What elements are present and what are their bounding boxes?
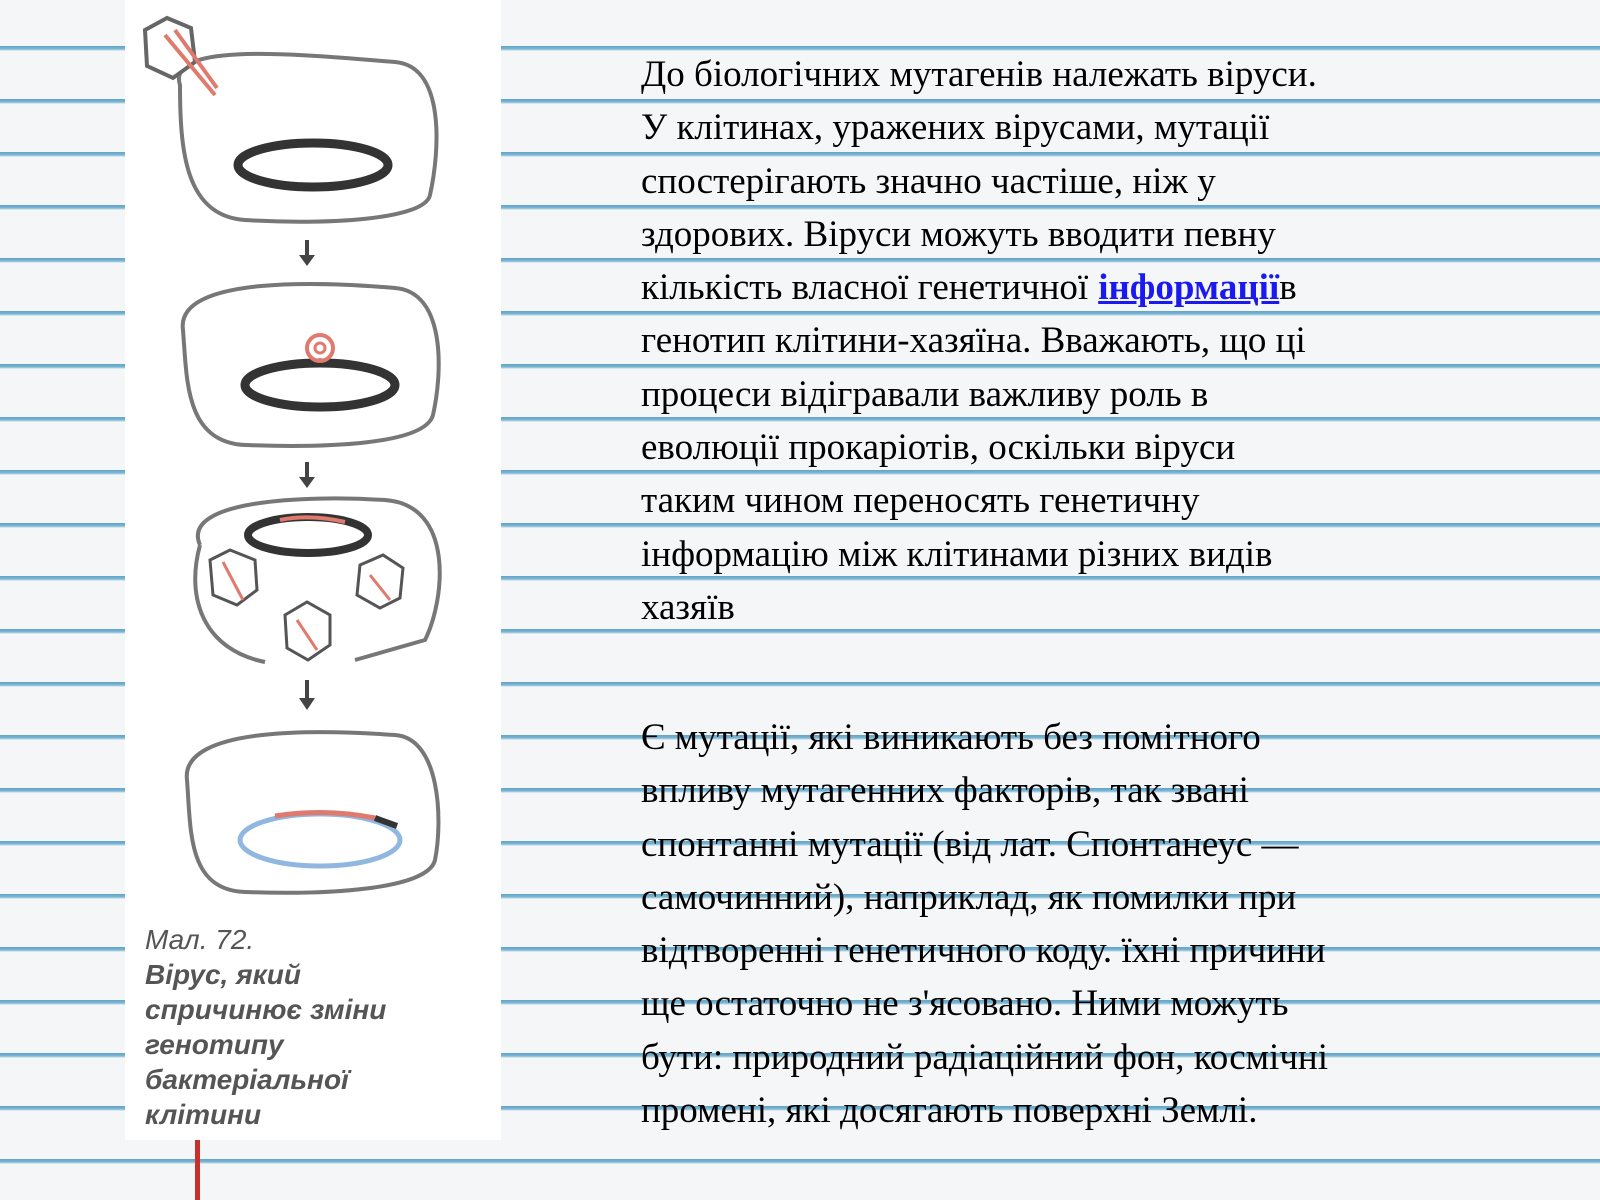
text-line: генотип клітини-хазяїна. Вважають, що ці — [641, 320, 1306, 362]
text-line: процеси відігравали важливу роль в — [641, 373, 1209, 415]
text-line: здорових. Віруси можуть вводити певну — [641, 213, 1276, 255]
link-trailing-text: в — [1279, 267, 1297, 309]
text-line: У клітинах, уражених вірусами, мутації — [641, 107, 1270, 149]
figure-panel — [125, 0, 501, 1140]
caption-line: спричинює зміни — [145, 994, 387, 1025]
arrow-3 — [299, 698, 315, 710]
stage-1-cell — [145, 18, 437, 222]
text-line: До біологічних мутагенів належать віруси. — [641, 54, 1317, 95]
text-line: еволюції прокаріотів, оскільки віруси — [641, 427, 1236, 469]
text-line: відтворенні генетичного коду. їхні причини — [641, 930, 1326, 972]
text-line: Є мутації, які виникають без помітного — [641, 717, 1261, 758]
text-line: спостерігають значно частіше, ніж у — [641, 160, 1216, 202]
text-line: хазяїв — [641, 586, 735, 628]
text-line: бути: природний радіаційний фон, космічні — [641, 1036, 1329, 1078]
text-line: таким чином переносять генетичну — [641, 480, 1200, 522]
stage-2-cell — [183, 284, 439, 446]
text-line: самочинний), наприклад, як помилки при — [641, 876, 1297, 918]
caption-line: клітини — [145, 1099, 262, 1130]
text-line: ще остаточно не з'ясовано. Ними можуть — [641, 983, 1289, 1025]
paragraph-spontaneous-mutations — [641, 711, 1491, 1137]
figure-caption — [145, 922, 465, 1132]
caption-line: Вірус, який — [145, 959, 301, 990]
arrow-1 — [299, 255, 315, 266]
caption-line: Мал. 72. — [145, 924, 255, 955]
stage-3-cell — [195, 498, 440, 662]
text-line-with-link: кількість власної генетичної інформації в — [641, 261, 1491, 314]
text-line: спонтанні мутації (від лат. Спонтанеус — — [641, 823, 1299, 865]
text-line: впливу мутагенних факторів, так звані — [641, 770, 1249, 812]
information-link[interactable]: інформації — [1098, 267, 1280, 309]
arrow-2 — [299, 477, 315, 488]
paragraph-biological-mutagens — [641, 48, 1491, 634]
caption-line: бактеріальної — [145, 1064, 349, 1095]
text-line: інформацію між клітинами різних видів — [641, 533, 1273, 575]
caption-line: генотипу — [145, 1029, 284, 1060]
stage-4-cell — [187, 732, 439, 893]
text-line: промені, які досягають поверхні Землі. — [641, 1090, 1258, 1132]
